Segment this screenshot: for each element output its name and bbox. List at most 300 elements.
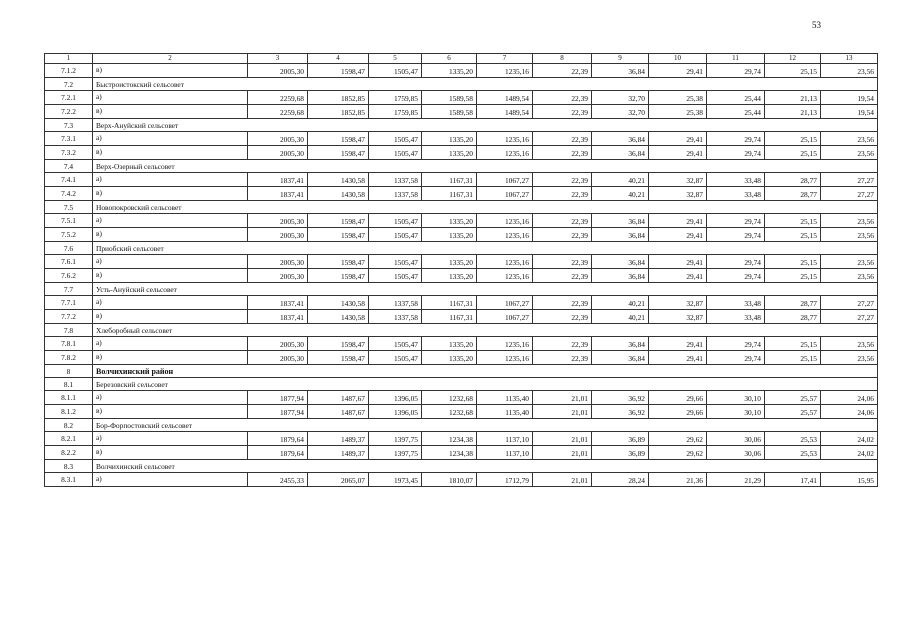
row-code: 8.2.1 [45,432,93,446]
row-code: 8.1.1 [45,391,93,405]
table-body [45,54,878,487]
table-row [45,391,878,405]
value-cell: 25,57 [765,391,821,405]
value-cell: 1589,58 [422,105,477,119]
value-cell: 29,41 [649,255,707,269]
row-label: а) [93,473,248,487]
value-cell: 1067,27 [477,310,533,324]
value-cell: 27,27 [821,310,878,324]
row-code: 7.4 [45,160,93,173]
value-cell: 1335,20 [422,64,477,78]
column-number-cell: 3 [248,54,308,64]
value-cell: 23,56 [821,146,878,160]
value-cell: 33,48 [707,173,765,187]
section-heading-row [45,324,878,337]
value-cell: 25,15 [765,337,821,351]
value-cell: 29,41 [649,269,707,283]
value-cell: 23,56 [821,132,878,146]
value-cell: 1589,58 [422,91,477,105]
value-cell: 1505,47 [369,337,422,351]
value-cell: 1598,47 [308,351,369,365]
value-cell: 36,89 [592,446,649,460]
value-cell: 1234,38 [422,432,477,446]
row-code: 7.4.1 [45,173,93,187]
value-cell: 25,53 [765,432,821,446]
row-code: 7.2 [45,78,93,91]
section-heading-row [45,201,878,214]
value-cell: 29,74 [707,351,765,365]
value-cell: 1167,31 [422,187,477,201]
value-cell: 1759,85 [369,105,422,119]
row-label: а) [93,91,248,105]
value-cell: 2005,30 [248,269,308,283]
value-cell: 1335,20 [422,337,477,351]
section-title: Волчихинский сельсовет [93,460,878,473]
value-cell: 1167,31 [422,296,477,310]
row-code: 7.4.2 [45,187,93,201]
value-cell: 36,89 [592,432,649,446]
value-cell: 36,84 [592,64,649,78]
value-cell: 22,39 [533,296,592,310]
value-cell: 23,56 [821,228,878,242]
page-number: 53 [812,20,821,30]
section-title: Усть-Ануйский сельсовет [93,283,878,296]
value-cell: 29,41 [649,146,707,160]
value-cell: 21,01 [533,391,592,405]
value-cell: 1712,79 [477,473,533,487]
value-cell: 25,15 [765,132,821,146]
value-cell: 1810,07 [422,473,477,487]
value-cell: 1598,47 [308,269,369,283]
value-cell: 2005,30 [248,64,308,78]
column-number-cell: 10 [649,54,707,64]
row-label: а) [93,432,248,446]
value-cell: 2259,68 [248,91,308,105]
value-cell: 30,06 [707,432,765,446]
table-row [45,405,878,419]
value-cell: 1232,68 [422,391,477,405]
value-cell: 1505,47 [369,146,422,160]
row-code: 8 [45,365,93,378]
value-cell: 36,84 [592,214,649,228]
value-cell: 19,54 [821,105,878,119]
value-cell: 33,48 [707,310,765,324]
value-cell: 2005,30 [248,228,308,242]
value-cell: 25,15 [765,214,821,228]
section-heading-row [45,283,878,296]
section-title: Верх-Ануйский сельсовет [93,119,878,132]
row-label: а) [93,132,248,146]
value-cell: 2455,33 [248,473,308,487]
value-cell: 22,39 [533,310,592,324]
value-cell: 32,70 [592,91,649,105]
value-cell: 1235,16 [477,337,533,351]
value-cell: 1335,20 [422,269,477,283]
value-cell: 2005,30 [248,214,308,228]
value-cell: 1489,54 [477,91,533,105]
value-cell: 24,02 [821,432,878,446]
value-cell: 1137,10 [477,432,533,446]
value-cell: 2005,30 [248,351,308,365]
value-cell: 23,56 [821,337,878,351]
value-cell: 36,84 [592,146,649,160]
value-cell: 1877,94 [248,405,308,419]
value-cell: 1335,20 [422,214,477,228]
value-cell: 2005,30 [248,132,308,146]
value-cell: 27,27 [821,296,878,310]
value-cell: 36,92 [592,405,649,419]
row-code: 8.2.2 [45,446,93,460]
value-cell: 1430,58 [308,173,369,187]
value-cell: 23,56 [821,269,878,283]
row-label: а) [93,391,248,405]
value-cell: 29,41 [649,214,707,228]
row-code: 7.5.2 [45,228,93,242]
row-label: в) [93,228,248,242]
row-code: 8.3 [45,460,93,473]
value-cell: 1837,41 [248,310,308,324]
value-cell: 29,66 [649,405,707,419]
row-label: в) [93,64,248,78]
value-cell: 1396,05 [369,405,422,419]
value-cell: 32,87 [649,173,707,187]
value-cell: 40,21 [592,296,649,310]
value-cell: 24,02 [821,446,878,460]
value-cell: 1598,47 [308,228,369,242]
value-cell: 1598,47 [308,146,369,160]
value-cell: 1335,20 [422,132,477,146]
value-cell: 1397,75 [369,446,422,460]
value-cell: 1598,47 [308,255,369,269]
value-cell: 1335,20 [422,255,477,269]
value-cell: 1837,41 [248,173,308,187]
row-label: в) [93,146,248,160]
value-cell: 1235,16 [477,269,533,283]
value-cell: 22,39 [533,187,592,201]
table-row [45,310,878,324]
value-cell: 23,56 [821,214,878,228]
value-cell: 1489,37 [308,432,369,446]
value-cell: 1396,05 [369,391,422,405]
value-cell: 29,74 [707,132,765,146]
section-heading-row [45,160,878,173]
row-label: в) [93,269,248,283]
value-cell: 29,74 [707,214,765,228]
value-cell: 1837,41 [248,187,308,201]
value-cell: 2005,30 [248,337,308,351]
value-cell: 1489,54 [477,105,533,119]
value-cell: 32,70 [592,105,649,119]
value-cell: 29,74 [707,146,765,160]
value-cell: 1430,58 [308,296,369,310]
value-cell: 1759,85 [369,91,422,105]
value-cell: 28,77 [765,296,821,310]
row-label: в) [93,351,248,365]
value-cell: 1235,16 [477,214,533,228]
value-cell: 1337,58 [369,296,422,310]
value-cell: 29,41 [649,228,707,242]
row-code: 8.3.1 [45,473,93,487]
value-cell: 36,92 [592,391,649,405]
value-cell: 1430,58 [308,187,369,201]
row-code: 8.1.2 [45,405,93,419]
value-cell: 29,74 [707,255,765,269]
table-row [45,473,878,487]
value-cell: 29,74 [707,64,765,78]
value-cell: 21,13 [765,91,821,105]
value-cell: 1430,58 [308,310,369,324]
value-cell: 1337,58 [369,310,422,324]
value-cell: 25,44 [707,105,765,119]
value-cell: 21,01 [533,432,592,446]
value-cell: 17,41 [765,473,821,487]
value-cell: 1137,10 [477,446,533,460]
row-code: 7.2.2 [45,105,93,119]
value-cell: 1598,47 [308,214,369,228]
value-cell: 22,39 [533,214,592,228]
table-row [45,187,878,201]
row-code: 7.3.2 [45,146,93,160]
table-row [45,296,878,310]
table-row [45,269,878,283]
value-cell: 22,39 [533,255,592,269]
value-cell: 28,77 [765,310,821,324]
value-cell: 29,62 [649,432,707,446]
value-cell: 22,39 [533,228,592,242]
value-cell: 23,56 [821,351,878,365]
value-cell: 29,41 [649,132,707,146]
value-cell: 25,15 [765,64,821,78]
value-cell: 23,56 [821,255,878,269]
column-number-cell: 1 [45,54,93,64]
section-title: Березовский сельсовет [93,378,878,391]
value-cell: 32,87 [649,310,707,324]
value-cell: 1135,40 [477,405,533,419]
value-cell: 1337,58 [369,173,422,187]
table-row [45,132,878,146]
value-cell: 1598,47 [308,132,369,146]
row-code: 7.1.2 [45,64,93,78]
table-row [45,64,878,78]
table-row [45,146,878,160]
value-cell: 1235,16 [477,228,533,242]
table-row [45,173,878,187]
row-label: а) [93,337,248,351]
column-number-cell: 7 [477,54,533,64]
value-cell: 1397,75 [369,432,422,446]
value-cell: 1232,68 [422,405,477,419]
row-label: в) [93,310,248,324]
value-cell: 25,15 [765,228,821,242]
value-cell: 1235,16 [477,255,533,269]
value-cell: 1879,64 [248,446,308,460]
section-title: Хлеборобный сельсовет [93,324,878,337]
value-cell: 22,39 [533,105,592,119]
row-code: 7.8.1 [45,337,93,351]
value-cell: 1235,16 [477,351,533,365]
value-cell: 25,15 [765,351,821,365]
value-cell: 1879,64 [248,432,308,446]
row-label: в) [93,405,248,419]
table-row [45,214,878,228]
value-cell: 1335,20 [422,351,477,365]
value-cell: 22,39 [533,146,592,160]
value-cell: 1067,27 [477,187,533,201]
value-cell: 1487,67 [308,405,369,419]
row-code: 7.7.1 [45,296,93,310]
district-heading-row [45,365,878,378]
value-cell: 2065,07 [308,473,369,487]
row-code: 7.2.1 [45,91,93,105]
value-cell: 1598,47 [308,64,369,78]
value-cell: 1487,67 [308,391,369,405]
value-cell: 1877,94 [248,391,308,405]
value-cell: 40,21 [592,187,649,201]
value-cell: 33,48 [707,187,765,201]
value-cell: 1337,58 [369,187,422,201]
value-cell: 1335,20 [422,228,477,242]
section-heading-row [45,378,878,391]
value-cell: 1167,31 [422,173,477,187]
value-cell: 22,39 [533,91,592,105]
value-cell: 21,13 [765,105,821,119]
value-cell: 32,87 [649,187,707,201]
value-cell: 23,56 [821,64,878,78]
value-cell: 24,06 [821,405,878,419]
value-cell: 21,29 [707,473,765,487]
row-label: а) [93,214,248,228]
value-cell: 1505,47 [369,269,422,283]
value-cell: 1505,47 [369,255,422,269]
value-cell: 1067,27 [477,296,533,310]
table-row [45,255,878,269]
table-row [45,432,878,446]
value-cell: 27,27 [821,173,878,187]
value-cell: 30,06 [707,446,765,460]
value-cell: 22,39 [533,351,592,365]
value-cell: 22,39 [533,132,592,146]
section-heading-row [45,460,878,473]
value-cell: 36,84 [592,337,649,351]
row-code: 7.5.1 [45,214,93,228]
value-cell: 22,39 [533,64,592,78]
row-code: 7.3 [45,119,93,132]
column-number-cell: 9 [592,54,649,64]
value-cell: 1234,38 [422,446,477,460]
value-cell: 1598,47 [308,337,369,351]
row-code: 7.7.2 [45,310,93,324]
value-cell: 29,41 [649,64,707,78]
column-number-cell: 8 [533,54,592,64]
tariff-table [44,53,878,487]
value-cell: 28,24 [592,473,649,487]
section-heading-row [45,78,878,91]
section-title: Приобский сельсовет [93,242,878,255]
value-cell: 1235,16 [477,132,533,146]
value-cell: 1067,27 [477,173,533,187]
value-cell: 2005,30 [248,255,308,269]
value-cell: 29,41 [649,337,707,351]
value-cell: 36,84 [592,351,649,365]
value-cell: 32,87 [649,296,707,310]
row-code: 7.8 [45,324,93,337]
value-cell: 22,39 [533,173,592,187]
value-cell: 29,74 [707,337,765,351]
value-cell: 2259,68 [248,105,308,119]
value-cell: 29,74 [707,228,765,242]
row-label: а) [93,255,248,269]
value-cell: 25,53 [765,446,821,460]
section-heading-row [45,119,878,132]
value-cell: 1505,47 [369,351,422,365]
section-heading-row [45,242,878,255]
column-number-cell: 12 [765,54,821,64]
value-cell: 1235,16 [477,64,533,78]
value-cell: 25,15 [765,269,821,283]
column-number-row [45,54,878,64]
row-code: 7.5 [45,201,93,214]
value-cell: 25,57 [765,405,821,419]
value-cell: 30,10 [707,405,765,419]
value-cell: 1852,85 [308,105,369,119]
table-row [45,228,878,242]
value-cell: 25,15 [765,146,821,160]
row-label: а) [93,173,248,187]
row-code: 7.6.1 [45,255,93,269]
column-number-cell: 6 [422,54,477,64]
value-cell: 21,01 [533,446,592,460]
value-cell: 36,84 [592,269,649,283]
value-cell: 1235,16 [477,146,533,160]
value-cell: 1505,47 [369,64,422,78]
value-cell: 1973,45 [369,473,422,487]
column-number-cell: 5 [369,54,422,64]
value-cell: 21,36 [649,473,707,487]
value-cell: 29,74 [707,269,765,283]
value-cell: 22,39 [533,337,592,351]
section-title: Новопокровский сельсовет [93,201,878,214]
value-cell: 21,01 [533,405,592,419]
value-cell: 25,15 [765,255,821,269]
value-cell: 1505,47 [369,214,422,228]
value-cell: 40,21 [592,173,649,187]
value-cell: 19,54 [821,91,878,105]
column-number-cell: 4 [308,54,369,64]
table-row [45,91,878,105]
value-cell: 29,66 [649,391,707,405]
value-cell: 1167,31 [422,310,477,324]
section-title: Волчихинский район [93,365,878,378]
row-code: 8.1 [45,378,93,391]
value-cell: 1852,85 [308,91,369,105]
value-cell: 28,77 [765,173,821,187]
value-cell: 1489,37 [308,446,369,460]
value-cell: 1135,40 [477,391,533,405]
value-cell: 1505,47 [369,228,422,242]
section-title: Бор-Форпостовский сельсовет [93,419,878,432]
value-cell: 24,06 [821,391,878,405]
value-cell: 36,84 [592,228,649,242]
section-title: Верх-Озерный сельсовет [93,160,878,173]
table-row [45,337,878,351]
value-cell: 30,10 [707,391,765,405]
value-cell: 25,44 [707,91,765,105]
row-code: 7.7 [45,283,93,296]
row-code: 7.3.1 [45,132,93,146]
value-cell: 1335,20 [422,146,477,160]
value-cell: 2005,30 [248,146,308,160]
value-cell: 36,84 [592,255,649,269]
